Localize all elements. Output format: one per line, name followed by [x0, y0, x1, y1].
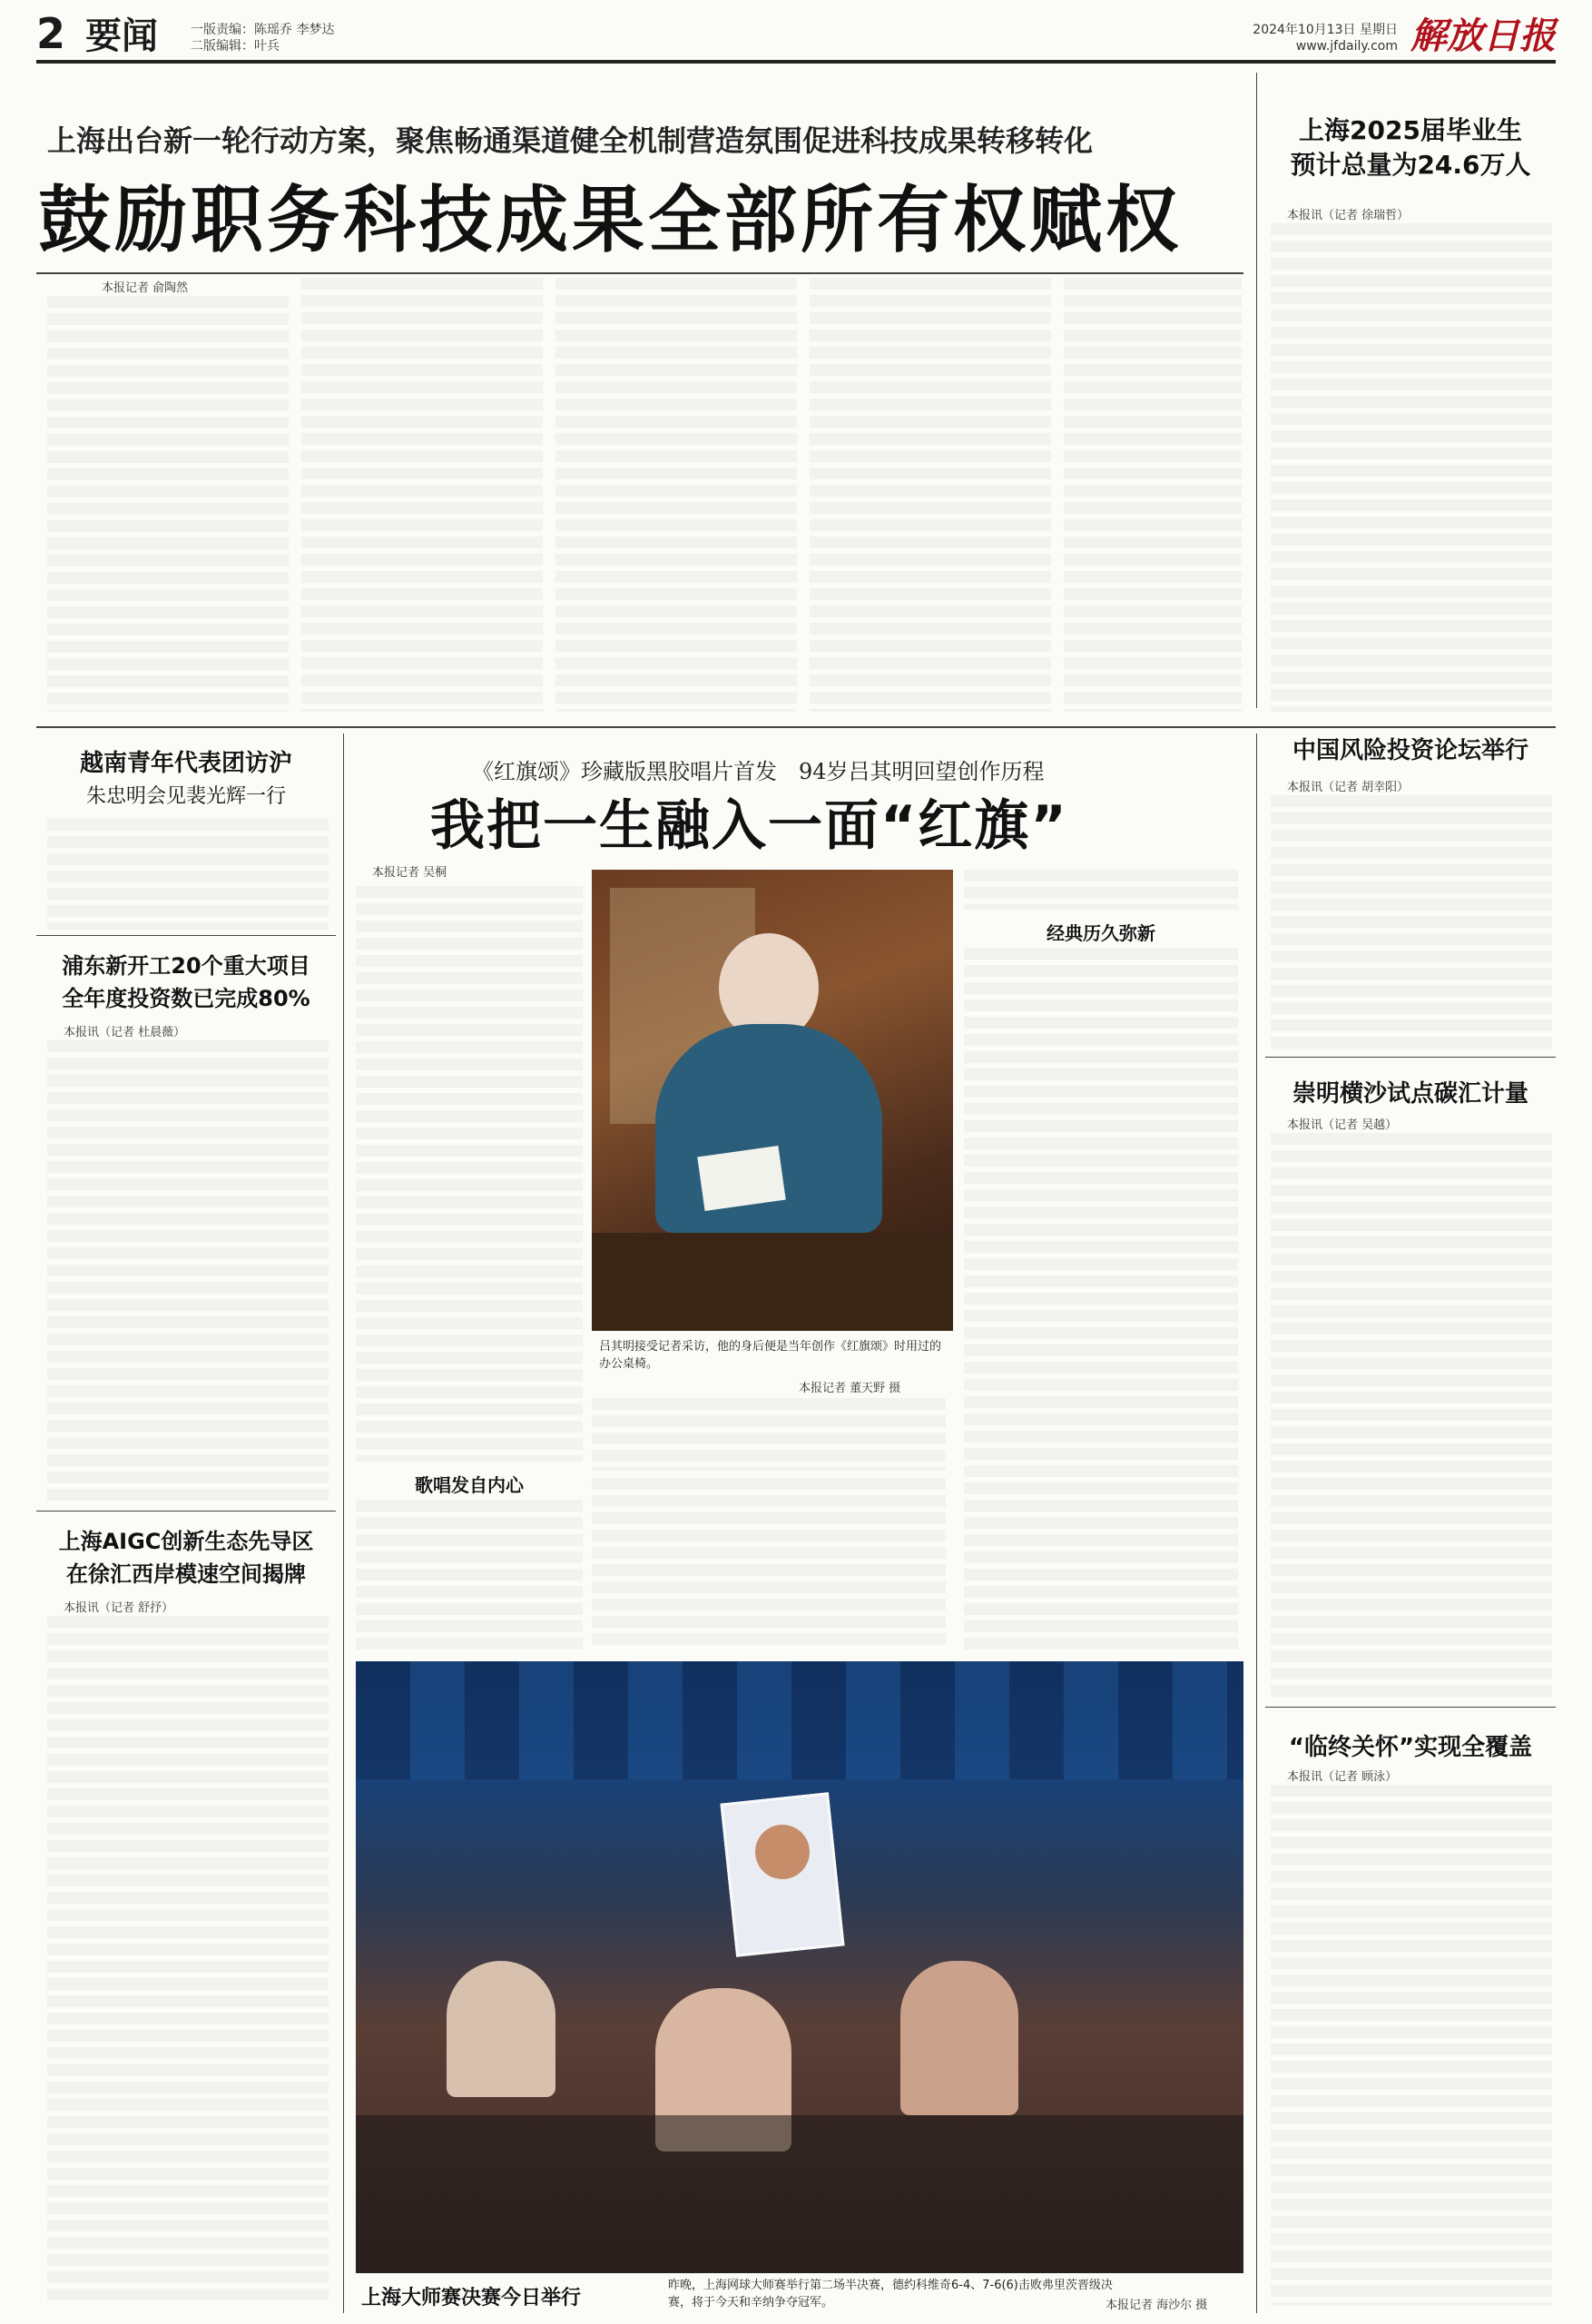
left-col-divider: [343, 734, 344, 2313]
grad-headline-line-1: 上海2025届毕业生: [1299, 115, 1522, 145]
right-rule-1: [1265, 1057, 1556, 1058]
hongqi-photo-caption: 吕其明接受记者采访，他的身后便是当年创作《红旗颂》时用过的办公桌椅。: [599, 1340, 942, 1371]
hongqi-headline: 我把一生融入一面“红旗”: [430, 794, 1068, 858]
grad-headline: [1265, 113, 1556, 182]
lead-col-4: [810, 278, 1051, 712]
pudong-byline: 本报讯（记者 杜晨薇）: [64, 1026, 186, 1039]
right-rule-2: [1265, 1707, 1556, 1708]
vc-byline: 本报讯（记者 胡幸阳）: [1287, 781, 1410, 794]
right-col-divider: [1256, 73, 1257, 708]
aigc-headline-line-2: 在徐汇西岸模速空间揭牌: [66, 1561, 306, 1587]
tennis-photo: [356, 1661, 1243, 2273]
hongqi-col-3a: [964, 870, 1238, 910]
issue-date: 2024年10月13日 星期日: [1253, 23, 1398, 37]
lead-col-1: [47, 296, 289, 712]
left-rule-2: [36, 1511, 336, 1512]
editor-line-1: 一版责编：陈瑶乔 李梦达: [191, 23, 335, 37]
section-title: 要闻: [85, 15, 159, 57]
lead-col-2: [301, 278, 543, 712]
aigc-body: [47, 1616, 329, 2306]
chongming-headline: 崇明横沙试点碳汇计量: [1292, 1080, 1528, 1108]
masters-caption-line-1: 昨晚，上海网球大师赛举行第二场半决赛，德约科维奇6-4、7-6(6)击败弗里茨晋级决: [668, 2279, 1113, 2292]
aigc-headline-line-1: 上海AIGC创新生态先导区: [58, 1529, 314, 1554]
hongqi-col-2b: [592, 1478, 946, 1650]
aigc-byline: 本报讯（记者 舒抒）: [64, 1601, 174, 1615]
spectator-man: [900, 1961, 1018, 2115]
site-url[interactable]: www.jfdaily.com: [1295, 39, 1398, 54]
hongqi-subhead-2: 经典历久弥新: [1047, 922, 1155, 944]
hospice-headline: “临终关怀”实现全覆盖: [1288, 1734, 1533, 1761]
hongqi-col-2a: [592, 1398, 946, 1471]
masters-headline: 上海大师赛决赛今日举行: [361, 2287, 582, 2309]
left-rule-1: [36, 935, 336, 936]
hongqi-subhead-1: 歌唱发自内心: [415, 1474, 524, 1496]
page-number: 2: [36, 9, 66, 58]
hongqi-col-3b: [964, 948, 1238, 1650]
hospice-body: [1271, 1785, 1552, 2306]
pudong-headline-line-2: 全年度投资数已完成80%: [62, 986, 310, 1011]
hongqi-photo: [592, 870, 953, 1331]
masthead: [36, 9, 1556, 64]
vietnam-subhead: 朱忠明会见裴光辉一行: [85, 785, 286, 808]
vc-headline: 中国风险投资论坛举行: [1292, 737, 1528, 764]
pudong-headline-line-1: 浦东新开工20个重大项目: [62, 953, 310, 979]
lead-col-5: [1064, 278, 1242, 712]
grad-body: [1271, 223, 1552, 712]
grad-headline-line-2: 预计总量为24.6万人: [1290, 150, 1531, 180]
masters-caption-line-2: 赛，将于今天和辛纳争夺冠军。: [668, 2296, 834, 2309]
editor-credits: [191, 22, 334, 54]
hongqi-kicker: 《红旗颂》珍藏版黑胶唱片首发 94岁吕其明回望创作历程: [472, 759, 1045, 784]
vc-body: [1271, 795, 1552, 1049]
hongqi-byline: 本报记者 吴桐: [372, 866, 447, 880]
chongming-byline: 本报讯（记者 吴越）: [1287, 1118, 1398, 1132]
hospice-byline: 本报讯（记者 顾泳）: [1287, 1770, 1398, 1784]
lead-kicker: 上海出台新一轮行动方案，聚焦畅通渠道健全机制营造氛围促进科技成果转移转化: [47, 123, 1094, 158]
vietnam-body: [47, 819, 329, 930]
hongqi-col-1b: [356, 1500, 583, 1650]
lead-headline: 鼓励职务科技成果全部所有权赋权: [38, 178, 1182, 262]
newspaper-logo: 解放日报: [1410, 15, 1556, 57]
desk: [592, 1233, 953, 1331]
crowd-foreground: [356, 2115, 1243, 2273]
masthead-right: [1253, 15, 1556, 57]
masters-photo-credit: 本报记者 海沙尔 摄: [1106, 2299, 1208, 2312]
pudong-headline: [36, 950, 336, 1015]
hongqi-photo-credit: 本报记者 董天野 摄: [799, 1382, 901, 1395]
hongqi-col-1: [356, 886, 583, 1462]
stadium-banner: [356, 1661, 1243, 1779]
issue-date-block: [1253, 22, 1398, 54]
editor-line-2: 二版编辑：叶兵: [191, 39, 280, 54]
lead-rule: [36, 272, 1243, 274]
right-col-divider-2: [1256, 734, 1257, 2313]
vietnam-headline: 越南青年代表团访沪: [79, 750, 292, 777]
aigc-headline: [36, 1525, 336, 1590]
paper-sheet: [697, 1146, 785, 1211]
lead-byline: 本报记者 俞陶然: [102, 281, 189, 295]
grad-byline: 本报讯（记者 徐瑞哲）: [1287, 209, 1410, 222]
lead-col-3: [555, 278, 797, 712]
spectator-left: [447, 1961, 555, 2097]
pudong-body: [47, 1040, 329, 1502]
chongming-body: [1271, 1133, 1552, 1699]
